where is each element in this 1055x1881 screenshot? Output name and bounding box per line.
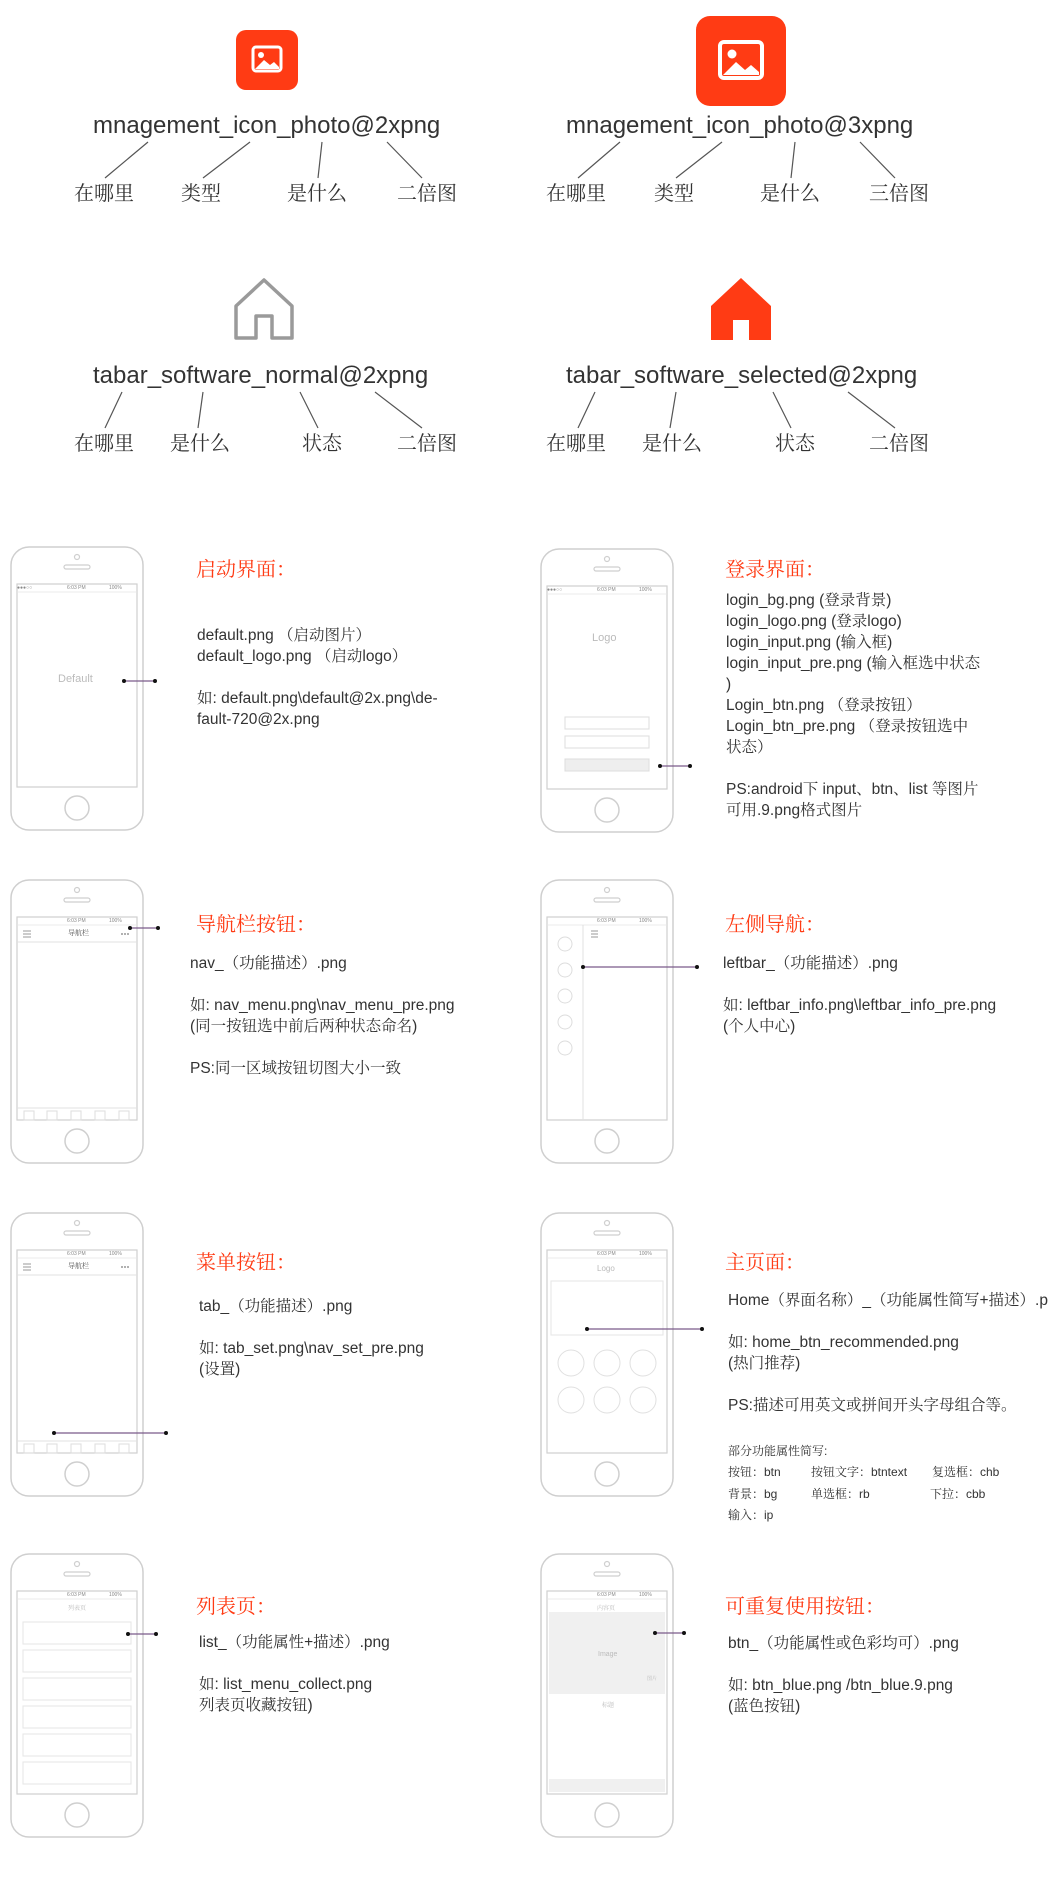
- status-bar: [547, 1251, 667, 1259]
- section-title-list: 列表页：: [196, 1596, 276, 1618]
- image-label: Image: [598, 1651, 618, 1658]
- naming-part: 三倍图: [869, 183, 929, 205]
- status-battery: 100%: [109, 918, 122, 924]
- section-desc-home: Home（界面名称）_（功能属性简写+描述）.p 如: home_btn_recommended.png (热门推荐) PS:描述可用英文或拼间开头字母组合等。: [728, 1292, 1048, 1414]
- status-battery: 100%: [639, 587, 652, 593]
- status-time: 6:03 PM: [597, 587, 616, 593]
- status-time: 6:03 PM: [67, 918, 86, 924]
- naming-part: 是什么: [760, 183, 820, 205]
- section-title-launch: 启动界面：: [196, 559, 296, 581]
- section-title-login: 登录界面：: [725, 559, 825, 581]
- naming-part: 二倍图: [397, 433, 457, 455]
- logo-label: Logo: [597, 1264, 615, 1273]
- image-badge: 图片: [647, 1676, 658, 1682]
- status-bar: [17, 1251, 137, 1259]
- section-desc-list: list_（功能属性+描述）.png 如: list_menu_collect.png 列表页收藏按钮): [199, 1634, 390, 1714]
- section-title-navbar: 导航栏按钮：: [196, 914, 316, 936]
- abbr-item: 单选框：rb: [811, 1487, 870, 1501]
- naming-part: 是什么: [642, 433, 702, 455]
- section-desc-menu: tab_（功能描述）.png 如: tab_set.png\nav_set_pre.png (设置): [199, 1298, 424, 1378]
- status-battery: 100%: [109, 585, 122, 591]
- status-battery: 100%: [109, 1251, 122, 1257]
- abbr-item: 下拉：cbb: [930, 1487, 986, 1501]
- filename-label: mnagement_icon_photo@3xpng: [566, 112, 914, 139]
- section-desc-navbar: nav_（功能描述）.png 如: nav_menu.png\nav_menu_pre.png (同一按钮选中前后两种状态命名) PS:同一区域按钮切图大小一致: [190, 955, 455, 1077]
- section-desc-reuse: btn_（功能属性或色彩均可）.png 如: btn_blue.png /btn_blue.9.png (蓝色按钮): [728, 1635, 959, 1715]
- logo-label: Logo: [592, 632, 617, 644]
- naming-part: 类型: [181, 183, 221, 205]
- abbr-item: 复选框：chb: [932, 1465, 1000, 1479]
- section-desc-launch: default.png （启动图片） default_logo.png （启动logo） 如: default.png\default@2x.png\de- fault-720@2x.png: [197, 627, 438, 728]
- filename-label: mnagement_icon_photo@2xpng: [93, 112, 441, 139]
- naming-part: 是什么: [287, 183, 347, 205]
- status-bar: [547, 1592, 667, 1600]
- abbr-heading: 部分功能属性简写:: [728, 1444, 828, 1458]
- section-desc-login: login_bg.png (登录背景) login_logo.png (登录logo) login_input.png (输入框) login_input_pre.png (输入框选中状态 ) Login_btn.png （登录按钮） Login_btn_pre.png （登录按钮选中 状态） PS:android下 input、btn、list 等图片 可用.9.png格式图片: [726, 592, 981, 819]
- naming-part: 在哪里: [546, 183, 606, 205]
- status-battery: 100%: [639, 1251, 652, 1257]
- section-title-menu: 菜单按钮：: [196, 1252, 296, 1274]
- status-battery: 100%: [639, 918, 652, 924]
- list-title: 列表页: [68, 1606, 87, 1612]
- abbr-item: 按钮：btn: [728, 1465, 781, 1479]
- naming-part: 状态: [775, 433, 815, 455]
- status-bar: [17, 918, 137, 926]
- status-battery: 100%: [109, 1592, 122, 1598]
- nav-title: 导航栏: [68, 930, 89, 937]
- naming-part: 二倍图: [397, 183, 457, 205]
- item-title: 标题: [602, 1703, 615, 1709]
- status-time: 6:03 PM: [67, 1592, 86, 1598]
- naming-part: 在哪里: [74, 433, 134, 455]
- status-battery: 100%: [639, 1592, 652, 1598]
- status-time: 6:03 PM: [597, 918, 616, 924]
- section-title-leftbar: 左侧导航：: [725, 914, 825, 936]
- status-bar: [547, 918, 667, 926]
- filename-label: tabar_software_selected@2xpng: [566, 362, 918, 389]
- abbr-item: 背景：bg: [728, 1487, 778, 1501]
- section-title-reuse: 可重复使用按钮：: [725, 1596, 885, 1618]
- default-label: Default: [58, 673, 93, 685]
- nav-title: 导航栏: [68, 1263, 89, 1270]
- abbr-item: 输入：ip: [728, 1508, 774, 1522]
- status-bar: ●●●○○ 6:03 PM 100%: [547, 587, 652, 593]
- naming-part: 在哪里: [546, 433, 606, 455]
- status-time: 6:03 PM: [597, 1592, 616, 1598]
- naming-part: 在哪里: [74, 183, 134, 205]
- status-bar: [17, 1592, 137, 1600]
- abbr-item: 按钮文字：btntext: [811, 1465, 908, 1479]
- section-title-home: 主页面：: [725, 1252, 805, 1274]
- section-desc-leftbar: leftbar_（功能描述）.png 如: leftbar_info.png\leftbar_info_pre.png (个人中心): [723, 955, 997, 1035]
- status-time: 6:03 PM: [67, 585, 86, 591]
- status-time: 6:03 PM: [67, 1251, 86, 1257]
- status-bar: ●●●○○ 6:03 PM 100%: [17, 585, 122, 591]
- content-title: 内容页: [597, 1606, 616, 1612]
- naming-part: 状态: [302, 433, 342, 455]
- naming-part: 类型: [654, 183, 694, 205]
- status-time: 6:03 PM: [597, 1251, 616, 1257]
- naming-part: 二倍图: [869, 433, 929, 455]
- naming-part: 是什么: [170, 433, 230, 455]
- filename-label: tabar_software_normal@2xpng: [93, 362, 429, 389]
